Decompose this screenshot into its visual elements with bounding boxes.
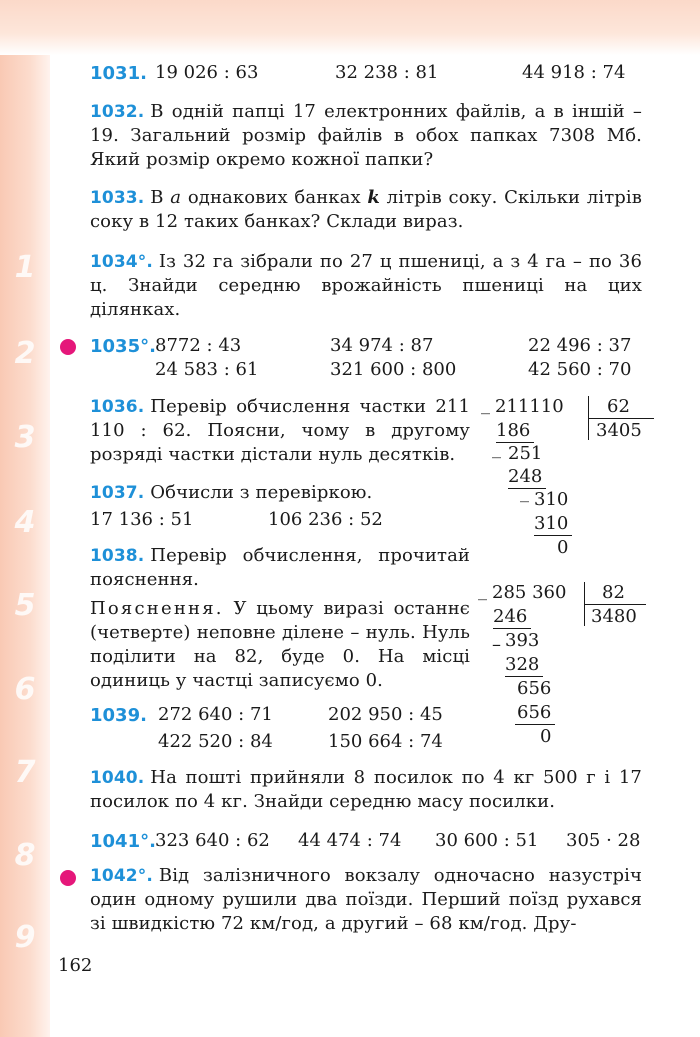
division-step: 0 — [557, 537, 569, 558]
exercise-text: В одній папці 17 електронних файлів, а в іншій – 19. Загальний розмір файлів в обох папках 7308 Мб. Який розмір окремо кожної папки? — [90, 101, 642, 170]
minus-sign: _ — [478, 580, 487, 601]
marker-dot — [60, 339, 76, 355]
expression: 150 664 : 74 — [328, 731, 443, 752]
exercise-text: Перевір обчислення частки 211 110 : 62. Поясни, чому в другому розряді частки дістали нуль десятків. — [90, 396, 470, 465]
exercise-number: 1041°. — [90, 831, 156, 852]
top-band — [0, 0, 700, 55]
dividend: 285 360 — [492, 582, 567, 603]
expression: 272 640 : 71 — [158, 704, 273, 725]
exercise-number: 1038. — [90, 546, 145, 566]
side-number: 8 — [14, 838, 36, 873]
expression: 44 918 : 74 — [522, 62, 626, 83]
division-step: 656 — [517, 678, 552, 699]
exercise-number: 1042°. — [90, 866, 153, 886]
page-number: 162 — [58, 955, 93, 976]
expression: 32 238 : 81 — [335, 62, 439, 83]
explanation-text: У цьому виразі останнє (четверте) неповне ділене – нуль. Нуль поділити на 82, буде 0. На місці одиниць у частці записуємо 0. — [90, 598, 470, 691]
exercise-number: 1035°. — [90, 336, 156, 357]
expression: 17 136 : 51 — [90, 509, 194, 530]
side-number: 9 — [14, 920, 36, 955]
side-number: 2 — [14, 336, 36, 371]
exercise-1037-text — [90, 481, 470, 505]
side-number: 4 — [14, 505, 36, 540]
exercise-number: 1037. — [90, 483, 145, 503]
exercise-1038 — [90, 544, 470, 592]
minus-sign: – — [492, 634, 501, 655]
expression: 202 950 : 45 — [328, 704, 443, 725]
quotient: 3480 — [591, 606, 637, 627]
exercise-text: В — [150, 187, 171, 208]
explanation — [90, 597, 470, 693]
exercise-number: 1036. — [90, 397, 145, 417]
exercise-text: На пошті прийняли 8 посилок по 4 кг 500 г і 17 посилок по 4 кг. Знайди середню масу посилки. — [90, 767, 642, 812]
side-number: 3 — [14, 420, 36, 455]
side-number: 5 — [14, 588, 36, 623]
division-step: 186 — [496, 420, 531, 441]
exercise-number: 1034°. — [90, 252, 153, 272]
division-step: 0 — [540, 726, 552, 747]
division-step: 310 — [534, 513, 569, 534]
exercise-text: Із 32 га зібрали по 27 ц пшениці, а з 4 га – по 36 ц. Знайди середню врожайність пшениці на цих ділянках. — [90, 251, 642, 320]
side-strip — [0, 55, 50, 1037]
expression: 34 974 : 87 — [330, 335, 434, 356]
exercise-text: Перевір обчислення, прочитай пояснення. — [90, 545, 470, 590]
exercise-1036 — [90, 395, 470, 467]
division-step: 248 — [508, 466, 543, 487]
expression: 8772 : 43 — [155, 335, 242, 356]
expression: 422 520 : 84 — [158, 731, 273, 752]
division-step: 251 — [508, 443, 543, 464]
dividend: 211110 — [495, 396, 564, 417]
divisor: 82 — [602, 582, 625, 603]
side-number: 6 — [14, 672, 36, 707]
exercise-1034 — [90, 250, 642, 322]
exercise-number: 1032. — [90, 102, 145, 122]
exercise-1033 — [90, 186, 642, 234]
division-step: 656 — [517, 702, 552, 723]
exercise-text: Обчисли з перевіркою. — [150, 482, 373, 503]
exercise-number: 1031. — [90, 63, 147, 84]
variable-k: k — [367, 187, 380, 208]
divisor: 62 — [607, 396, 630, 417]
expression: 305 · 28 — [566, 830, 641, 851]
exercise-number: 1033. — [90, 188, 145, 208]
side-number: 7 — [14, 755, 36, 790]
minus-sign: _ — [492, 438, 501, 459]
exercise-text: Від залізничного вокзалу одночасно назустріч один одному рушили два поїзди. Перший поїзд рухався зі швидкістю 72 км/год, а другий – 68 км/год. Дру- — [90, 865, 642, 934]
expression: 24 583 : 61 — [155, 359, 259, 380]
division-step: 246 — [493, 606, 528, 627]
exercise-1042 — [90, 864, 642, 936]
marker-dot — [60, 870, 76, 886]
expression: 42 560 : 70 — [528, 359, 632, 380]
division-step: 393 — [505, 630, 540, 651]
minus-sign: _ — [481, 394, 490, 415]
quotient: 3405 — [596, 420, 642, 441]
division-step: 328 — [505, 654, 540, 675]
exercise-1040 — [90, 766, 642, 814]
exercise-text: однакових банках — [181, 187, 368, 208]
expression: 30 600 : 51 — [435, 830, 539, 851]
expression: 323 640 : 62 — [155, 830, 270, 851]
exercise-1032 — [90, 100, 642, 172]
explanation-label: Пояснення. — [90, 598, 224, 619]
expression: 44 474 : 74 — [298, 830, 402, 851]
variable-a: a — [170, 187, 182, 208]
division-step: 310 — [534, 489, 569, 510]
exercise-number: 1039. — [90, 705, 147, 726]
expression: 22 496 : 37 — [528, 335, 632, 356]
expression: 106 236 : 52 — [268, 509, 383, 530]
exercise-text: літрів соку. Скільки літрів соку в 12 таких банках? Склади вираз. — [90, 187, 642, 232]
side-number: 1 — [14, 250, 36, 285]
expression: 19 026 : 63 — [155, 62, 259, 83]
expression: 321 600 : 800 — [330, 359, 457, 380]
exercise-number: 1040. — [90, 768, 145, 788]
minus-sign: _ — [520, 482, 529, 503]
